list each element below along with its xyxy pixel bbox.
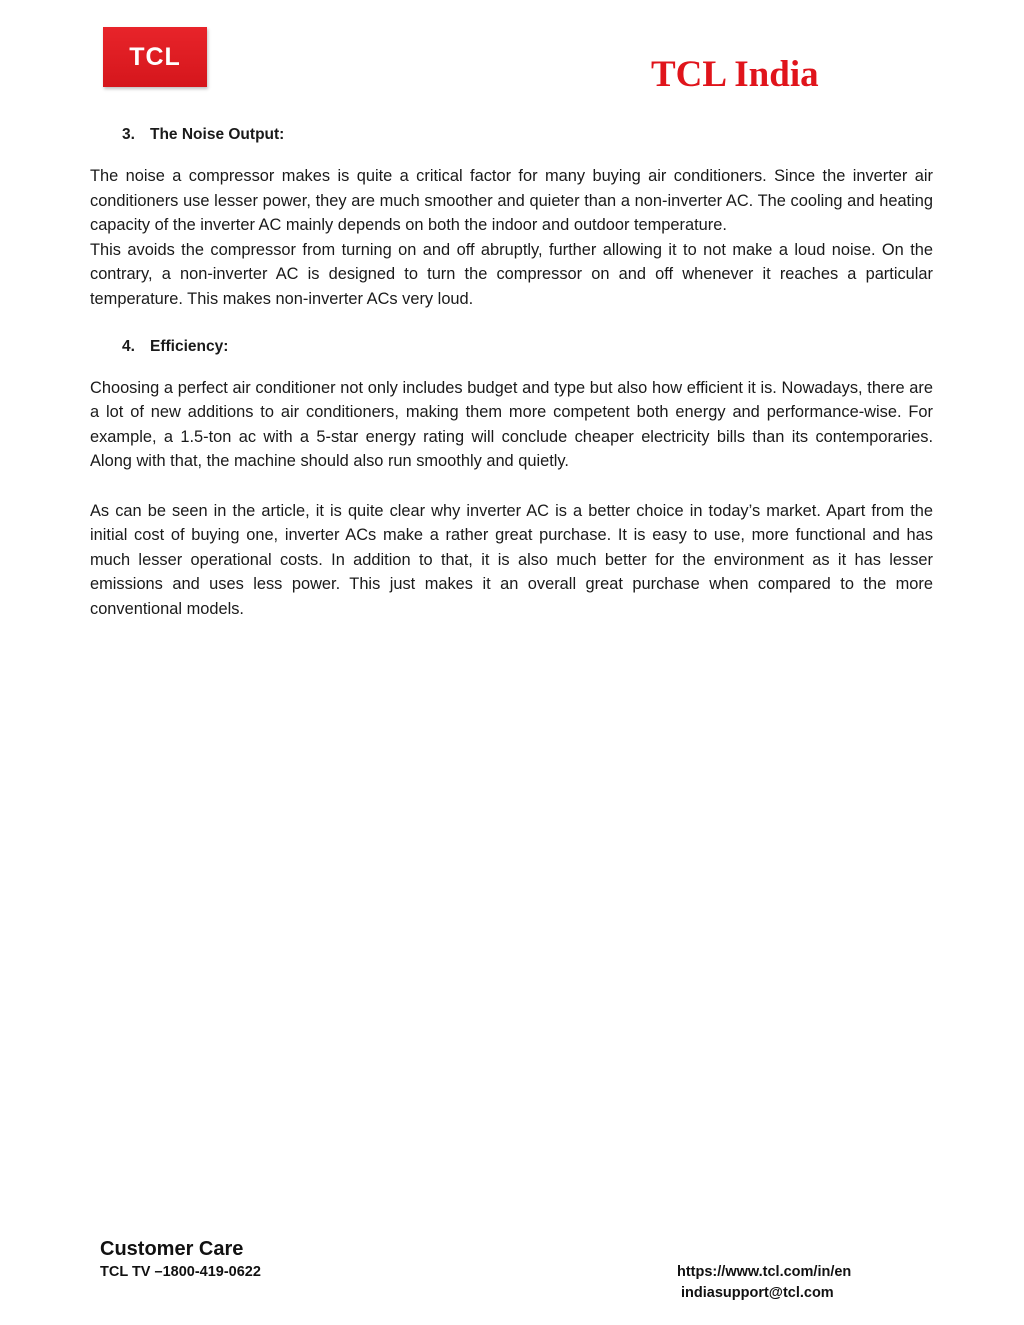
section-title: Efficiency: bbox=[150, 337, 229, 355]
paragraph: The noise a compressor makes is quite a critical factor for many buying air conditioners. Since the inverter air conditioners use lesser power, they are much smoother and quieter than a non-inverter AC. The cooling and heating capacity of the inverter AC mainly depends on both the indoor and outdoor temperature. bbox=[90, 167, 933, 235]
paragraph: As can be seen in the article, it is quite clear why inverter AC is a better choice in today’s market. Apart from the initial cost of buying one, inverter ACs make a rather great purchase. It is easy to use, more functional and has much lesser operational costs. In addition to that, it is also much better for the environment as it has lesser emissions and uses less power. This just makes it an overall great purchase when compared to the more conventional models. bbox=[90, 501, 933, 618]
section-heading-noise-output bbox=[122, 124, 933, 146]
article-body bbox=[90, 124, 933, 622]
section-heading-efficiency bbox=[122, 336, 933, 358]
footer-website-link[interactable]: https://www.tcl.com/in/en bbox=[677, 1264, 852, 1280]
section-number: 4. bbox=[122, 337, 135, 355]
section-number: 3. bbox=[122, 126, 135, 143]
logo-text: TCL bbox=[129, 42, 181, 71]
footer-phone: TCL TV –1800-419-0622 bbox=[100, 1264, 261, 1280]
brand-title: TCL India bbox=[651, 54, 819, 95]
paragraph: This avoids the compressor from turning on and off abruptly, further allowing it to not make a loud noise. On the contrary, a non-inverter AC is designed to turn the compressor on and off whenever it reaches a particular temperature. This makes non-inverter ACs very loud. bbox=[90, 240, 933, 308]
section-title: The Noise Output: bbox=[150, 126, 285, 143]
tcl-logo bbox=[103, 27, 207, 87]
paragraph: Choosing a perfect air conditioner not only includes budget and type but also how efficient it is. Nowadays, there are a lot of new additions to air conditioners, making them more competent both energy and performance-wise. For example, a 1.5-ton ac with a 5-star energy rating will conclude cheaper electricity bills than its contemporaries. Along with that, the machine should also run smoothly and quietly. bbox=[90, 378, 933, 471]
footer-customer-care-label: Customer Care bbox=[100, 1238, 244, 1260]
footer-email-link[interactable]: indiasupport@tcl.com bbox=[681, 1285, 834, 1301]
